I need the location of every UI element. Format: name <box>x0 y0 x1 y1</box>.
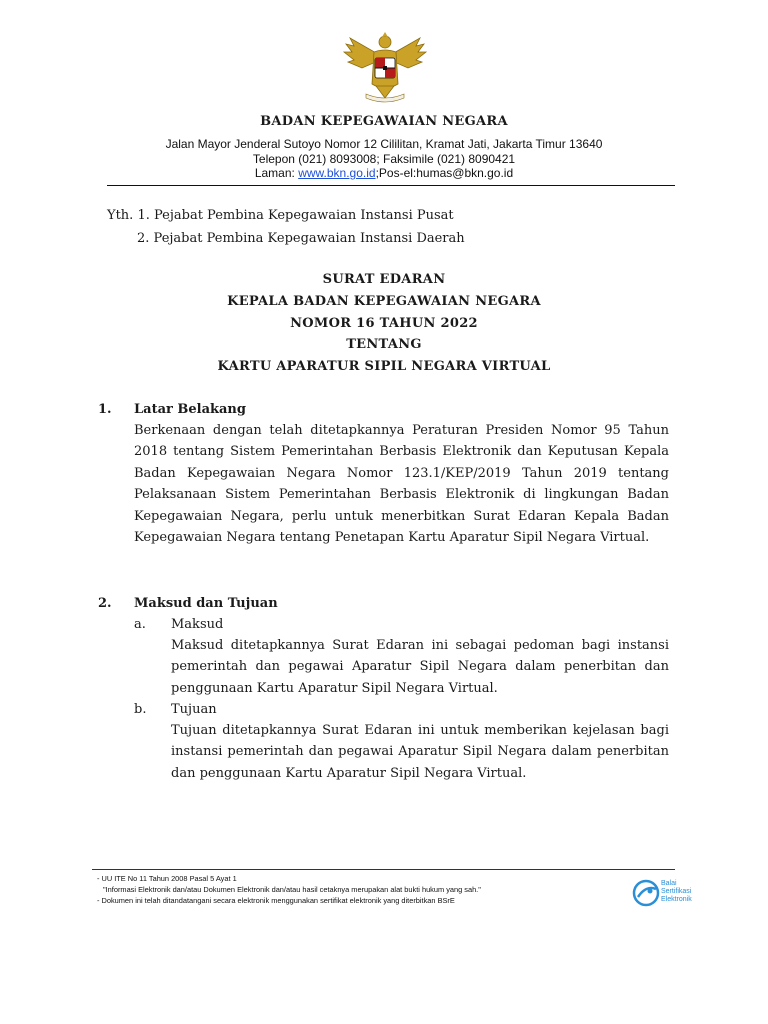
agency-web-line <box>0 166 768 180</box>
section-2b-heading: Tujuan <box>171 702 217 717</box>
bsre-line-1: Balai <box>661 880 677 887</box>
agency-address: Jalan Mayor Jenderal Sutoyo Nomor 12 Cililitan, Kramat Jati, Jakarta Timur 13640 <box>165 137 603 151</box>
bsre-logo-text <box>661 880 692 904</box>
section-2b-text: Tujuan ditetapkannya Surat Edaran ini untuk memberikan kejelasan bagi instansi pemerintah dan pegawai Aparatur Sipil Negara dalam penerbitan dan penggunaan Kartu Aparatur Sipil Negara Virtual. <box>171 723 669 781</box>
section-1-number: 1. <box>98 402 112 417</box>
section-2a-heading: Maksud <box>171 617 224 632</box>
letterhead-divider <box>107 185 675 186</box>
section-1-text: Berkenaan dengan telah ditetapkannya Peraturan Presiden Nomor 95 Tahun 2018 tentang Sistem Pemerintahan Berbasis Elektronik dan Keputusan Kepala Badan Kepegawaian Negara Nomor 123.1/KEP/2019 Tahun 2019 tentang Pelaksanaan Sistem Pemerintahan Berbasis Elektronik di lingkungan Badan Kepegawaian Negara, perlu untuk menerbitkan Surat Edaran Kepala Badan Kepegawaian Negara tentang Penetapan Kartu Aparatur Sipil Negara Virtual. <box>134 423 669 546</box>
agency-name: BADAN KEPEGAWAIAN NEGARA <box>260 114 508 129</box>
recipient-2: 2. Pejabat Pembina Kepegawaian Instansi Daerah <box>137 231 465 246</box>
recipient-1: Yth. 1. Pejabat Pembina Kepegawaian Instansi Pusat <box>107 208 454 223</box>
agency-phone: Telepon (021) 8093008; Faksimile (021) 8090421 <box>252 152 516 166</box>
website-link[interactable]: www.bkn.go.id <box>298 166 376 180</box>
footer-legal-basis: - UU ITE No 11 Tahun 2008 Pasal 5 Ayat 1 <box>97 874 237 883</box>
bsre-line-3: Elektronik <box>661 896 692 903</box>
title-tentang: TENTANG <box>346 337 422 352</box>
bsre-line-2: Sertifikasi <box>661 888 692 895</box>
title-number: NOMOR 16 TAHUN 2022 <box>290 316 478 331</box>
title-surat-edaran: SURAT EDARAN <box>322 272 446 287</box>
section-2a-letter: a. <box>134 617 146 632</box>
section-2b-letter: b. <box>134 702 147 717</box>
garuda-emblem-icon <box>340 28 430 106</box>
footer-esign-note: - Dokumen ini telah ditandatangani secara elektronik menggunakan sertifikat elektronik yang diterbitkan BSrE <box>97 896 455 905</box>
section-1-heading: Latar Belakang <box>134 402 246 417</box>
footer-divider <box>92 869 675 870</box>
email-text: ;Pos-el:humas@bkn.go.id <box>375 166 514 180</box>
title-issuer: KEPALA BADAN KEPEGAWAIAN NEGARA <box>227 294 541 309</box>
section-2a-text: Maksud ditetapkannya Surat Edaran ini sebagai pedoman bagi instansi pemerintah dan pegawai Aparatur Sipil Negara dalam penerbitan dan penggunaan Kartu Aparatur Sipil Negara Virtual. <box>171 638 669 696</box>
section-2-heading: Maksud dan Tujuan <box>134 596 278 611</box>
web-label: Laman: <box>254 166 299 180</box>
title-subject: KARTU APARATUR SIPIL NEGARA VIRTUAL <box>217 359 551 374</box>
section-2-number: 2. <box>98 596 112 611</box>
footer-legal-quote: "Informasi Elektronik dan/atau Dokumen Elektronik dan/atau hasil cetaknya merupakan alat bukti hukum yang sah." <box>103 885 481 894</box>
